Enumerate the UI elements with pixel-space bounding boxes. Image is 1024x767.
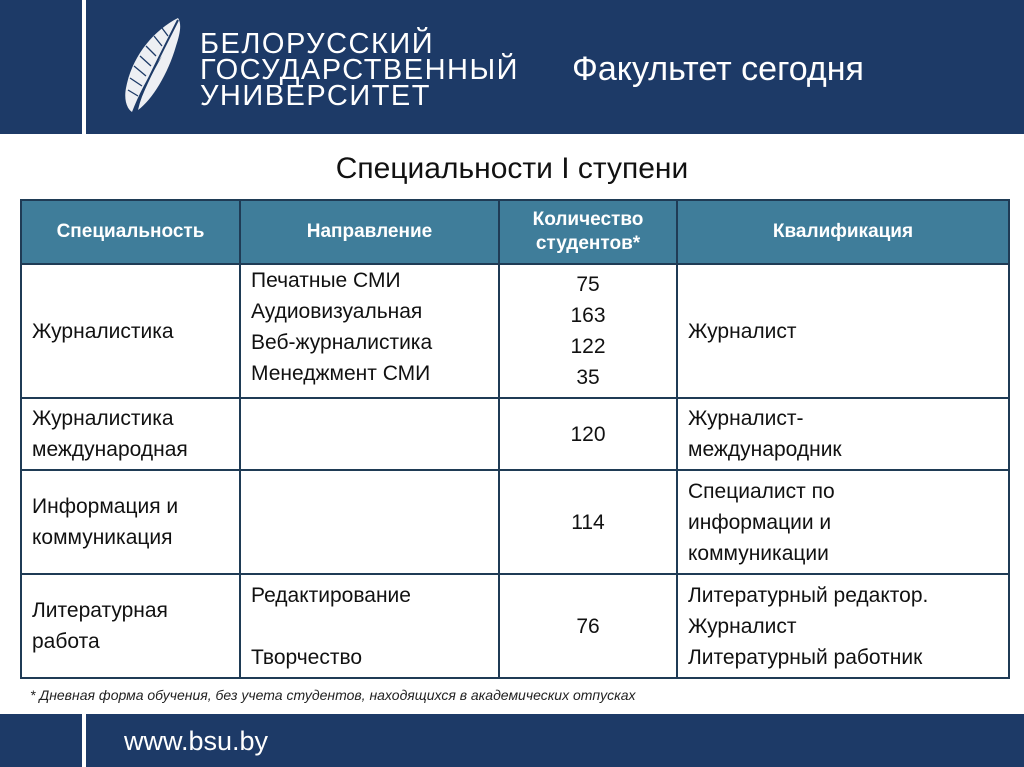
direction-cell: [240, 264, 499, 398]
qualification-line: международник: [688, 438, 842, 461]
specialty-cell: [21, 470, 240, 574]
footnote: * Дневная форма обучения, без учета студентов, находящихся в академических отпусках: [30, 687, 636, 703]
students-line: 76: [576, 614, 600, 638]
direction-cell: [240, 574, 499, 678]
specialty-line: Литературная: [32, 599, 168, 622]
university-name: [200, 28, 520, 112]
feather-logo-icon: [118, 16, 190, 116]
qualification-line: Журналист-: [688, 407, 804, 430]
students-line: 122: [570, 335, 606, 358]
students-cell: [499, 264, 677, 398]
qualification-line: Специалист по: [688, 479, 835, 503]
specialty-line: Информация и: [32, 495, 179, 518]
website-link[interactable]: www.bsu.by: [124, 726, 269, 756]
specialty-cell: [21, 574, 240, 678]
footer-bar: [0, 714, 1024, 767]
direction-line: Редактирование: [251, 583, 411, 607]
specialty-line: работа: [32, 630, 100, 653]
table-body: [21, 264, 1009, 678]
footer-divider: [82, 714, 86, 767]
table-row: [21, 398, 1009, 470]
qualification-cell: [677, 398, 1009, 470]
direction-line: Творчество: [251, 645, 363, 669]
specialty-line: Журналистика: [32, 407, 174, 430]
students-line: 35: [576, 366, 600, 389]
students-line: 75: [576, 273, 600, 296]
table-row: [21, 264, 1009, 398]
direction-line: Печатные СМИ: [251, 269, 401, 292]
table-title: Специальности I ступени: [335, 152, 689, 185]
column-header-specialty: Специальность: [21, 200, 240, 264]
table-header-row: [21, 200, 1009, 264]
students-cell: [499, 398, 677, 470]
qualification-line: коммуникации: [688, 541, 829, 565]
column-header-qualification: Квалификация: [677, 200, 1009, 264]
column-header-students: Количество студентов*: [499, 200, 677, 264]
specialty-cell: [21, 398, 240, 470]
university-name-line-1: БЕЛОРУССКИЙ: [200, 28, 435, 60]
direction-cell: [240, 398, 499, 470]
qualification-cell: [677, 470, 1009, 574]
direction-line: Менеджмент СМИ: [251, 362, 431, 385]
header-bar: [0, 0, 1024, 134]
column-header-direction: Направление: [240, 200, 499, 264]
specialty-line: международная: [32, 438, 188, 461]
direction-line: [251, 611, 488, 642]
specialty-cell: [21, 264, 240, 398]
university-name-line-3: УНИВЕРСИТЕТ: [200, 80, 431, 112]
specialty-line: Журналистика: [32, 319, 174, 343]
qualification-line: Журналист: [688, 614, 797, 638]
qualification-line: Литературный работник: [688, 645, 923, 669]
students-line: 120: [570, 422, 606, 446]
students-line: 114: [571, 510, 605, 534]
table-row: [21, 470, 1009, 574]
students-cell: [499, 470, 677, 574]
direction-line: Веб-журналистика: [251, 331, 433, 354]
qualification-cell: [677, 574, 1009, 678]
students-cell: [499, 574, 677, 678]
page-title: Факультет сегодня: [572, 50, 864, 88]
students-line: 163: [570, 304, 606, 327]
table-row: [21, 574, 1009, 678]
university-name-line-2: ГОСУДАРСТВЕННЫЙ: [200, 54, 520, 86]
qualification-line: информации и: [688, 510, 832, 534]
qualification-line: Литературный редактор.: [688, 583, 929, 607]
header-divider: [82, 0, 86, 134]
direction-line: Аудиовизуальная: [251, 300, 423, 323]
direction-cell: [240, 470, 499, 574]
qualification-line: Журналист: [688, 319, 797, 343]
specialty-line: коммуникация: [32, 526, 173, 549]
qualification-cell: [677, 264, 1009, 398]
specialties-table: [20, 199, 1010, 679]
